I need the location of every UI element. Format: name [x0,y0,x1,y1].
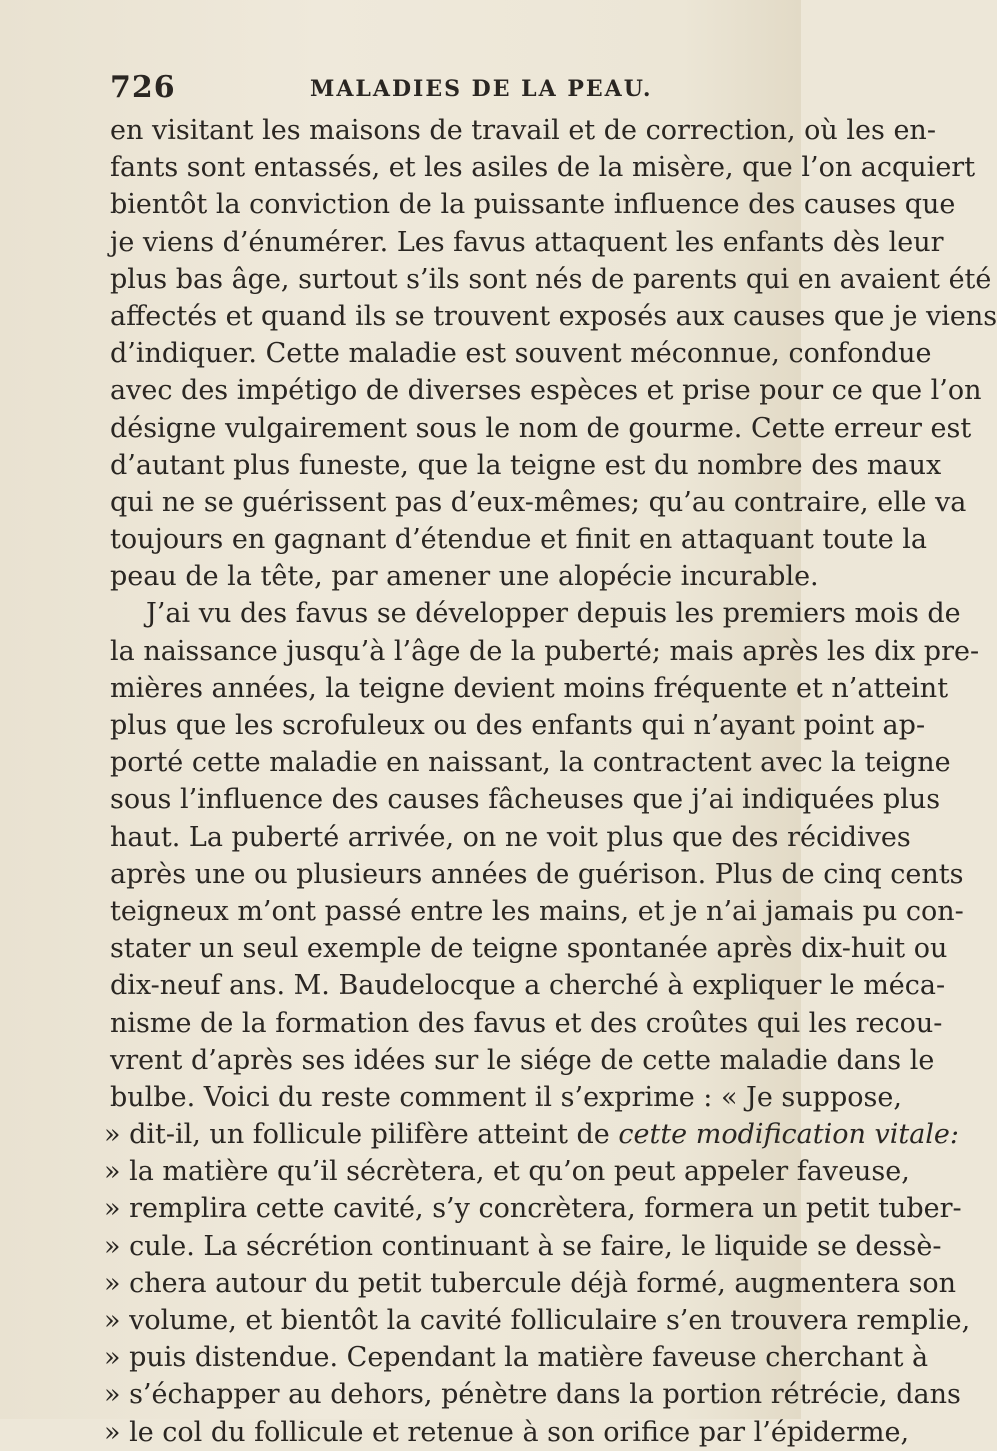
text-line: fants sont entassés, et les asiles de la misère, que l’on acquiert [110,152,976,184]
text-line: affectés et quand ils se trouvent exposés aux causes que je viens [110,300,997,332]
text-line: nisme de la formation des favus et des croûtes qui les recou- [110,1007,943,1039]
quote-line: » s’échapper au dehors, pénètre dans la portion rétrécie, dans [104,1379,961,1411]
text-line: plus que les scrofuleux ou des enfants qui n’ayant point ap- [110,710,926,741]
quote-line: » chera autour du petit tubercule déjà formé, augmentera son [104,1267,957,1299]
text-line: plus bas âge, surtout s’ils sont nés de parents qui en avaient été [110,263,992,295]
text-line: bientôt la conviction de la puissante influence des causes que [110,189,956,221]
text-line: teigneux m’ont passé entre les mains, et je n’ai jamais pu con- [110,895,964,927]
paragraph-start-line: J’ai vu des favus se développer depuis les premiers mois de [146,598,961,630]
quote-line: » la matière qu’il sécrètera, et qu’on peut appeler faveuse, [104,1156,910,1188]
text-line: qui ne se guérissent pas d’eux-mêmes; qu’au contraire, elle va [110,486,967,518]
quote-line: » remplira cette cavité, s’y concrètera, formera un petit tuber- [104,1193,962,1225]
text-line: avec des impétigo de diverses espèces et prise pour ce que l’on [110,375,982,407]
quote-text: » dit-il, un follicule pilifère atteint de [104,1119,610,1151]
text-line: d’indiquer. Cette maladie est souvent méconnue, confondue [110,338,932,370]
text-line: mières années, la teigne devient moins fréquente et n’atteint [110,672,949,704]
text-line: stater un seul exemple de teigne spontanée après dix-huit ou [110,933,948,965]
paragraph-end-line: peau de la tête, par amener une alopécie incurable. [110,561,819,593]
text-line: haut. La puberté arrivée, on ne voit plus que des récidives [110,821,911,853]
quote-line: » puis distendue. Cependant la matière faveuse cherchant à [104,1342,929,1374]
quote-line: » cule. La sécrétion continuant à se faire, le liquide se dessè- [104,1230,942,1262]
body-text [104,112,997,1451]
page-number: 726 [110,70,176,105]
running-title: MALADIES DE LA PEAU. [310,76,653,102]
page-header [110,66,750,112]
text-line: la naissance jusqu’à l’âge de la puberté; mais après les dix pre- [110,635,980,667]
text-line: d’autant plus funeste, que la teigne est du nombre des maux [110,449,942,481]
text-line: désigne vulgairement sous le nom de gourme. Cette erreur est [110,412,972,444]
quote-line: » volume, et bientôt la cavité folliculaire s’en trouvera remplie, [104,1305,971,1336]
text-line: sous l’influence des causes fâcheuses que j’ai indiquées plus [110,784,941,816]
quote-line [104,1116,959,1153]
italic-phrase: cette modification vitale: [618,1119,959,1151]
quote-line: » le col du follicule et retenue à son orifice par l’épiderme, [104,1416,910,1448]
text-line: je viens d’énumérer. Les favus attaquent les enfants dès leur [110,226,944,258]
text-line: vrent d’après ses idées sur le siége de cette maladie dans le [110,1044,935,1076]
text-line: toujours en gagnant d’étendue et finit en attaquant toute la [110,524,928,556]
text-line: bulbe. Voici du reste comment il s’exprime : « Je suppose, [110,1081,902,1113]
text-line: en visitant les maisons de travail et de correction, où les en- [110,115,936,146]
text-line: porté cette maladie en naissant, la contractent avec la teigne [110,747,951,779]
text-line: après une ou plusieurs années de guérison. Plus de cinq cents [110,858,964,890]
text-line: dix-neuf ans. M. Baudelocque a cherché à expliquer le méca- [110,970,946,1002]
